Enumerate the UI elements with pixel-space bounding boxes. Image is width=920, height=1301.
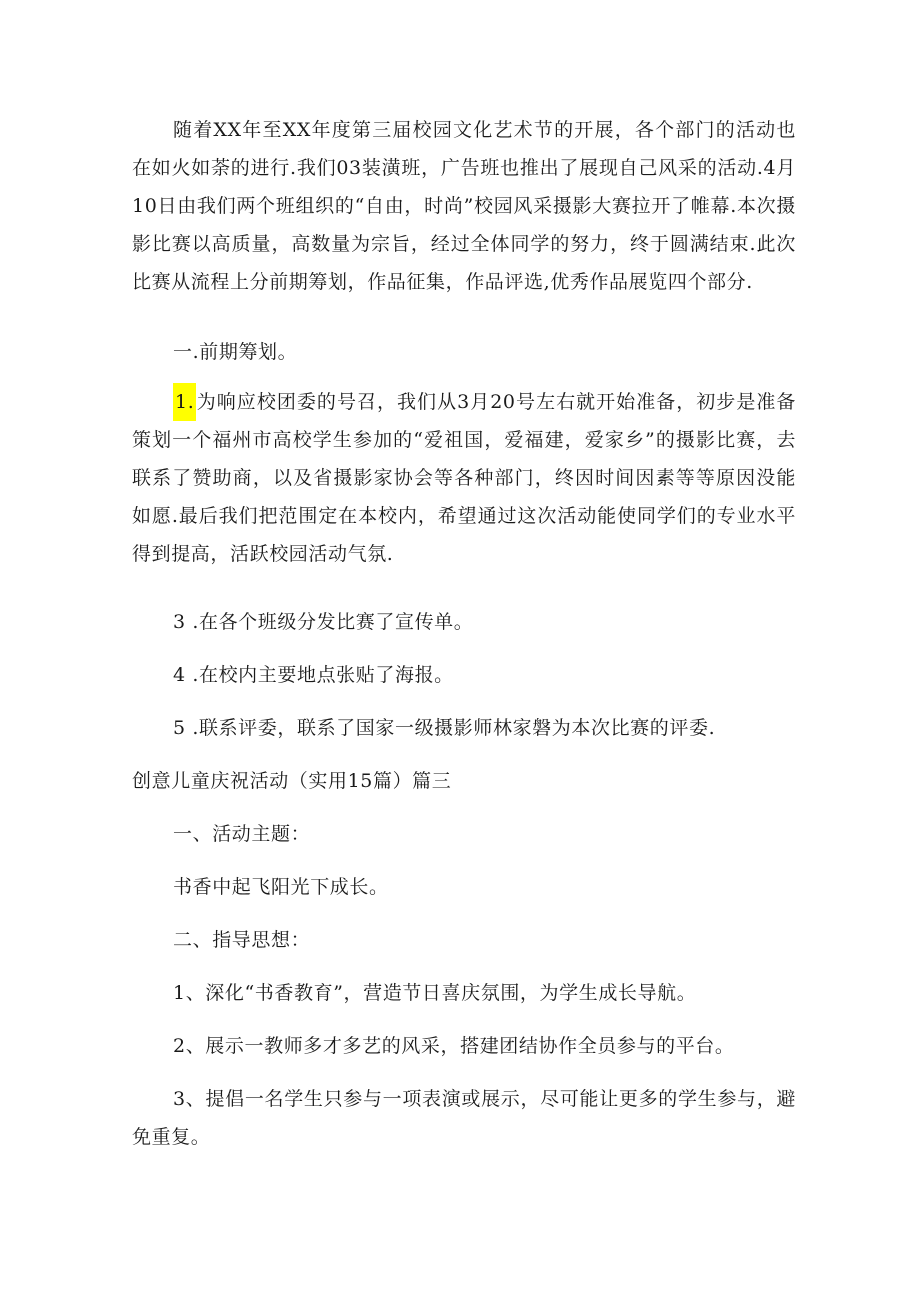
intro-paragraph: 随着XX年至XX年度第三届校园文化艺术节的开展，各个部门的活动也在如火如荼的进行.我们03装潢班，广告班也推出了展现自己风采的活动.4月10日由我们两个班组织的“自由，时尚”校园风采摄影大赛拉开了帷幕.本次摄影比赛以高质量，高数量为宗旨，经过全体同学的努力，终于圆满结束.此次比赛从流程上分前期筹划，作品征集，作品评选,优秀作品展览四个部分. — [132, 119, 796, 293]
heading-guiding: 二、指导思想： — [173, 929, 311, 951]
item-5: 5 .联系评委，联系了国家一级摄影师林家磐为本次比赛的评委. — [173, 717, 716, 739]
heading-theme: 一、活动主题： — [173, 823, 311, 845]
item-1-paragraph — [132, 383, 796, 573]
guiding-item-3: 3、提倡一名学生只参与一项表演或展示，尽可能让更多的学生参与，避免重复。 — [132, 1088, 796, 1148]
guiding-item-2: 2、展示一教师多才多艺的风采，搭建团结协作全员参与的平台。 — [173, 1035, 735, 1057]
heading-planning: 一.前期筹划。 — [173, 341, 298, 363]
item-3: 3 .在各个班级分发比赛了宣传单。 — [173, 611, 474, 633]
item-1-number-highlight: 1. — [173, 383, 196, 421]
item-4: 4 .在校内主要地点张贴了海报。 — [173, 664, 454, 686]
section-title: 创意儿童庆祝活动（实用15篇）篇三 — [132, 770, 452, 792]
item-1-text: 为响应校团委的号召，我们从3月20号左右就开始准备，初步是准备策划一个福州市高校学生参加的“爱祖国，爱福建，爱家乡”的摄影比赛，去联系了赞助商，以及省摄影家协会等各种部门，终因时间因素等等原因没能如愿.最后我们把范围定在本校内，希望通过这次活动能使同学们的专业水平得到提高，活跃校园活动气氛. — [132, 391, 796, 565]
theme-text: 书香中起飞阳光下成长。 — [173, 876, 389, 898]
guiding-item-1: 1、深化“书香教育”，营造节日喜庆氛围，为学生成长导航。 — [173, 982, 697, 1004]
